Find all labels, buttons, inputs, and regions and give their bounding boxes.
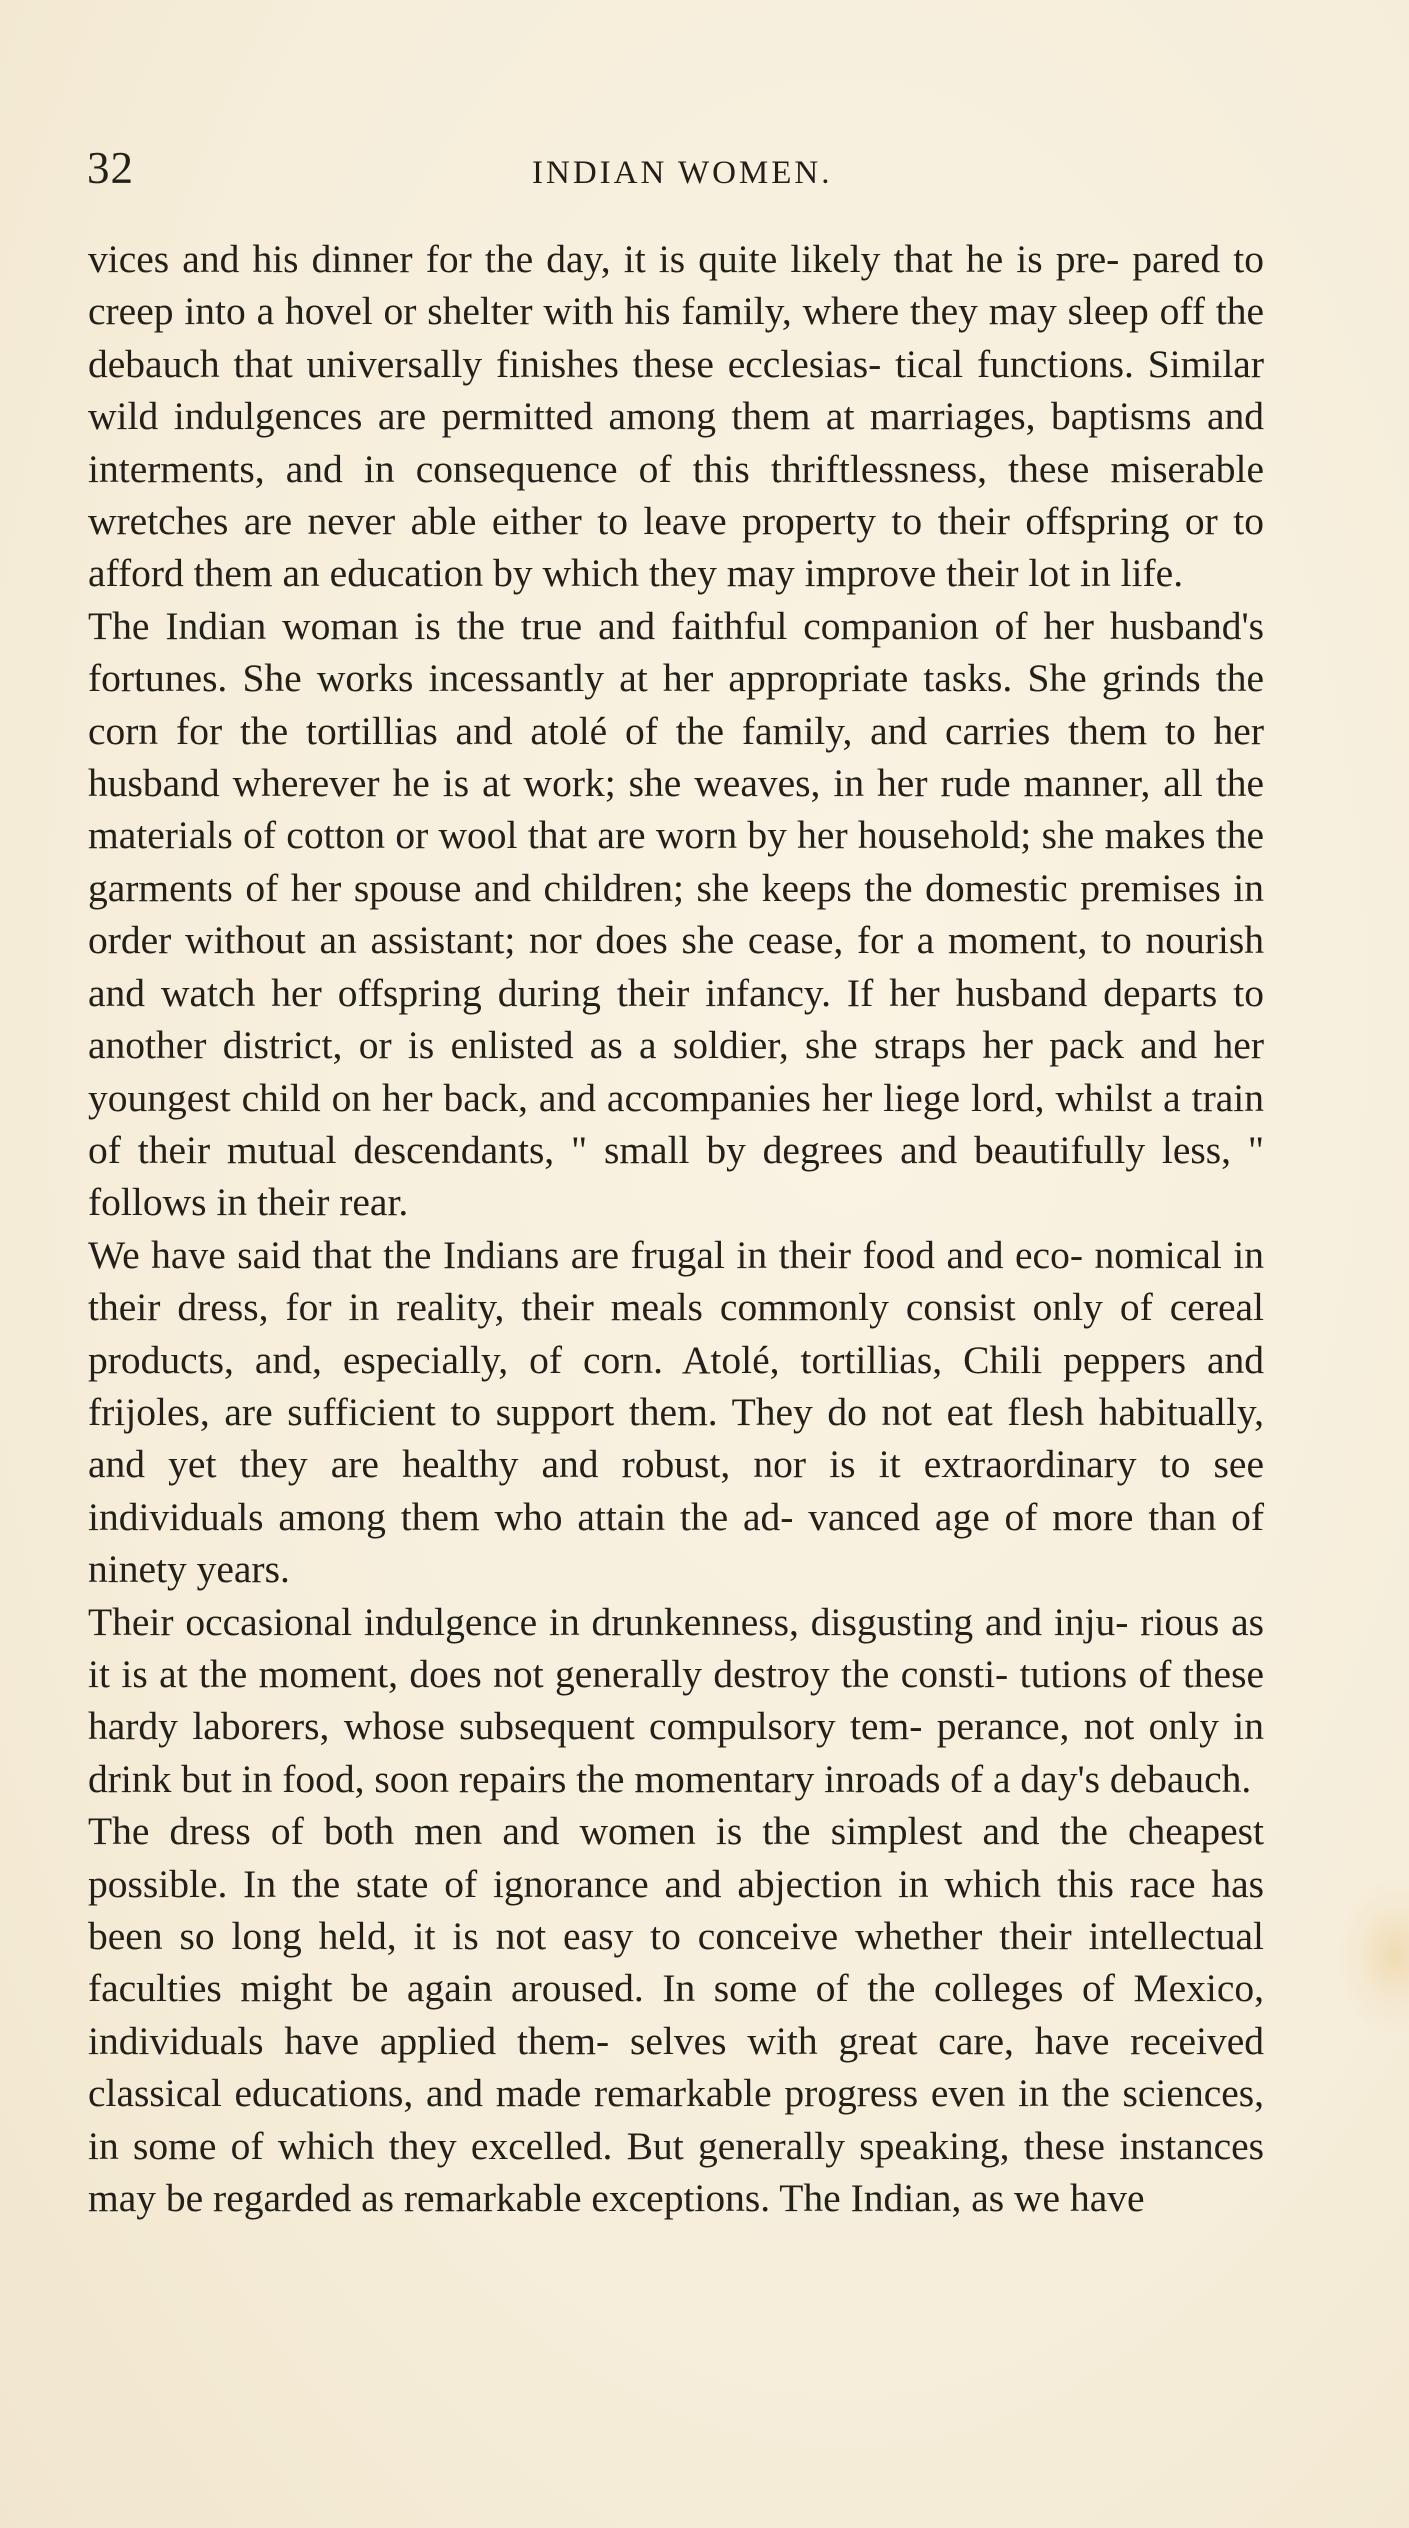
body-text bbox=[88, 233, 1264, 2224]
paragraph-indian-woman: The Indian woman is the true and faithful companion of her husband's fortunes. She works incessantly at her appropriate tasks. She grinds the corn for the tortillias and atolé of the family, and carries them to her husband wherever he is at work; she weaves, in her rude manner, all the materials of cotton or wool that are worn by her household; she makes the garments of her spouse and children; she keeps the domestic premises in order without an assistant; nor does she cease, for a moment, to nourish and watch her offspring during their infancy. If her husband departs to another district, or is enlisted as a soldier, she straps her pack and her youngest child on her back, and accompanies her liege lord, whilst a train of their mutual descendants, " small by degrees and beautifully less, " follows in their rear. bbox=[88, 603, 1264, 1225]
paragraph-drunkenness: Their occasional indulgence in drunkenness, disgusting and inju- rious as it is at the moment, does not generally destroy the consti- tutions of these hardy laborers, whose subsequent compulsory tem- perance, not only in drink but in food, soon repairs the momentary inroads of a day's debauch. bbox=[88, 1599, 1264, 1801]
paragraph-continuation: vices and his dinner for the day, it is quite likely that he is pre- pared to creep into a hovel or shelter with his family, where they may sleep off the debauch that universally finishes these ecclesias- tical functions. Similar wild indulgences are permitted among them at marriages, baptisms and interments, and in consequence of this thriftlessness, these miserable wretches are never able either to leave property to their offspring or to afford them an education by which they may improve their lot in life. bbox=[88, 237, 1264, 596]
paper-stain bbox=[1339, 1880, 1409, 2030]
running-title: INDIAN WOMEN. bbox=[532, 155, 833, 191]
running-head bbox=[87, 138, 1247, 198]
paragraph-dress-education: The dress of both men and women is the simplest and the cheapest possible. In the state of ignorance and abjection in which this race has been so long held, it is not easy to conceive whether their intellectual faculties might be again aroused. In some of the colleges of Mexico, individuals have applied them- selves with great care, have received classical educations, and made remarkable progress even in the sciences, in some of which they excelled. But generally speaking, these instances may be regarded as remarkable exceptions. The Indian, as we have bbox=[88, 1809, 1264, 2221]
paragraph-food-dress: We have said that the Indians are frugal in their food and eco- nomical in their dress, for in reality, their meals commonly consist only of cereal products, and, especially, of corn. Atolé, tortillias, Chili peppers and frijoles, are sufficient to support them. They do not eat flesh habitually, and yet they are healthy and robust, nor is it extraordinary to see individuals among them who attain the ad- vanced age of more than of ninety years. bbox=[88, 1232, 1264, 1592]
page-number: 32 bbox=[87, 143, 134, 193]
